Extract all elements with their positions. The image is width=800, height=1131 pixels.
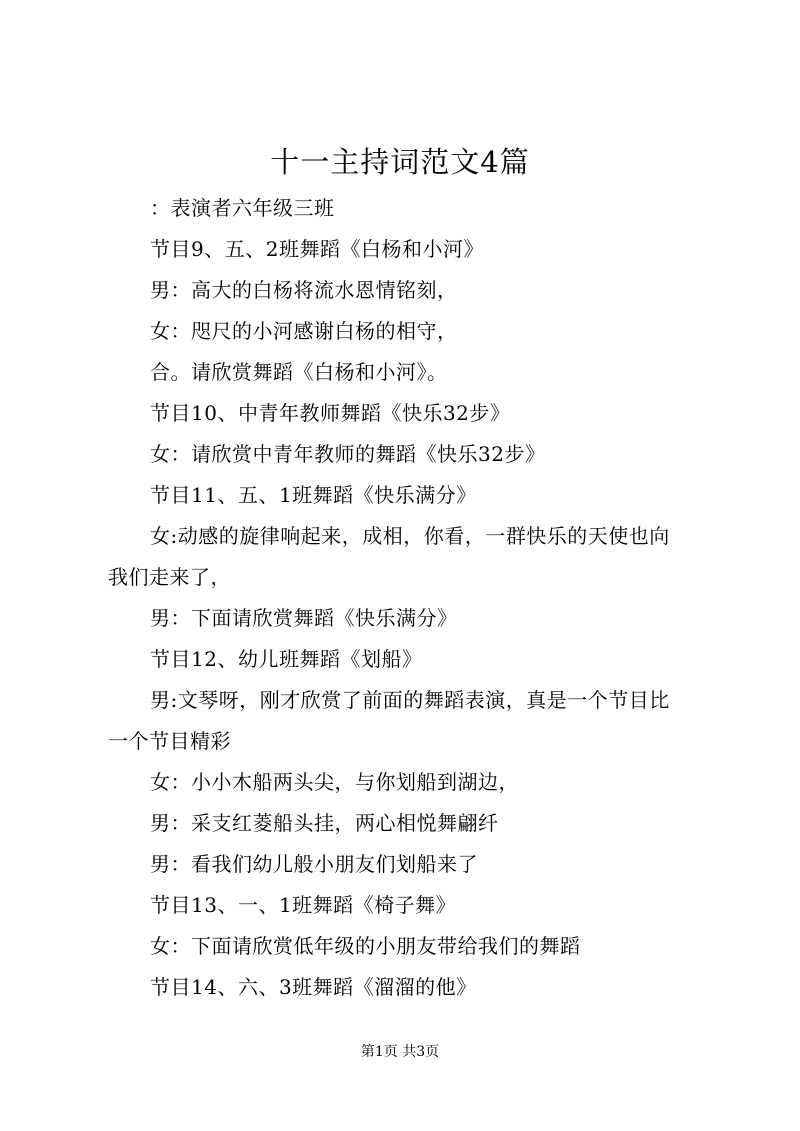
text-line: 女：请欣赏中青年教师的舞蹈《快乐32步》 [150, 442, 546, 466]
text-line: 节目11、五、1班舞蹈《快乐满分》 [150, 483, 477, 507]
text-line: ：表演者六年级三班 [150, 196, 335, 220]
text-line: 女：下面请欣赏低年级的小朋友带给我们的舞蹈 [150, 934, 581, 958]
text-line: 女:动感的旋律响起来，成相，你看，一群快乐的天使也向 [150, 524, 670, 548]
text-line: 男：高大的白杨将流水恩情铭刻， [150, 278, 458, 302]
text-line: 男:文琴呀，刚才欣赏了前面的舞蹈表演，真是一个节目比 [150, 688, 670, 712]
page-footer: 第1页 共3页 [360, 1044, 440, 1060]
text-line: 男：采支红菱船头挂，两心相悦舞翩纤 [150, 811, 499, 835]
text-line: 节目10、中青年教师舞蹈《快乐32步》 [150, 401, 511, 425]
text-line: 我们走来了， [108, 565, 231, 589]
text-line: 节目13、一、1班舞蹈《椅子舞》 [150, 893, 457, 917]
document-title: 十一主持词范文4篇 [270, 145, 530, 179]
text-line: 女：小小木船两头尖，与你划船到湖边， [150, 770, 519, 794]
text-line: 一个节目精彩 [108, 729, 231, 753]
document-body [108, 188, 708, 1008]
text-line: 节目9、五、2班舞蹈《白杨和小河》 [150, 237, 484, 261]
text-line: 节目12、幼儿班舞蹈《划船》 [150, 647, 423, 671]
text-line: 合。请欣赏舞蹈《白杨和小河》。 [150, 360, 448, 384]
text-line: 男：下面请欣赏舞蹈《快乐满分》 [150, 606, 458, 630]
text-line: 女：咫尺的小河感谢白杨的相守， [150, 319, 458, 343]
text-line: 男：看我们幼儿般小朋友们划船来了 [150, 852, 478, 876]
text-line: 节目14、六、3班舞蹈《溜溜的他》 [150, 975, 477, 999]
